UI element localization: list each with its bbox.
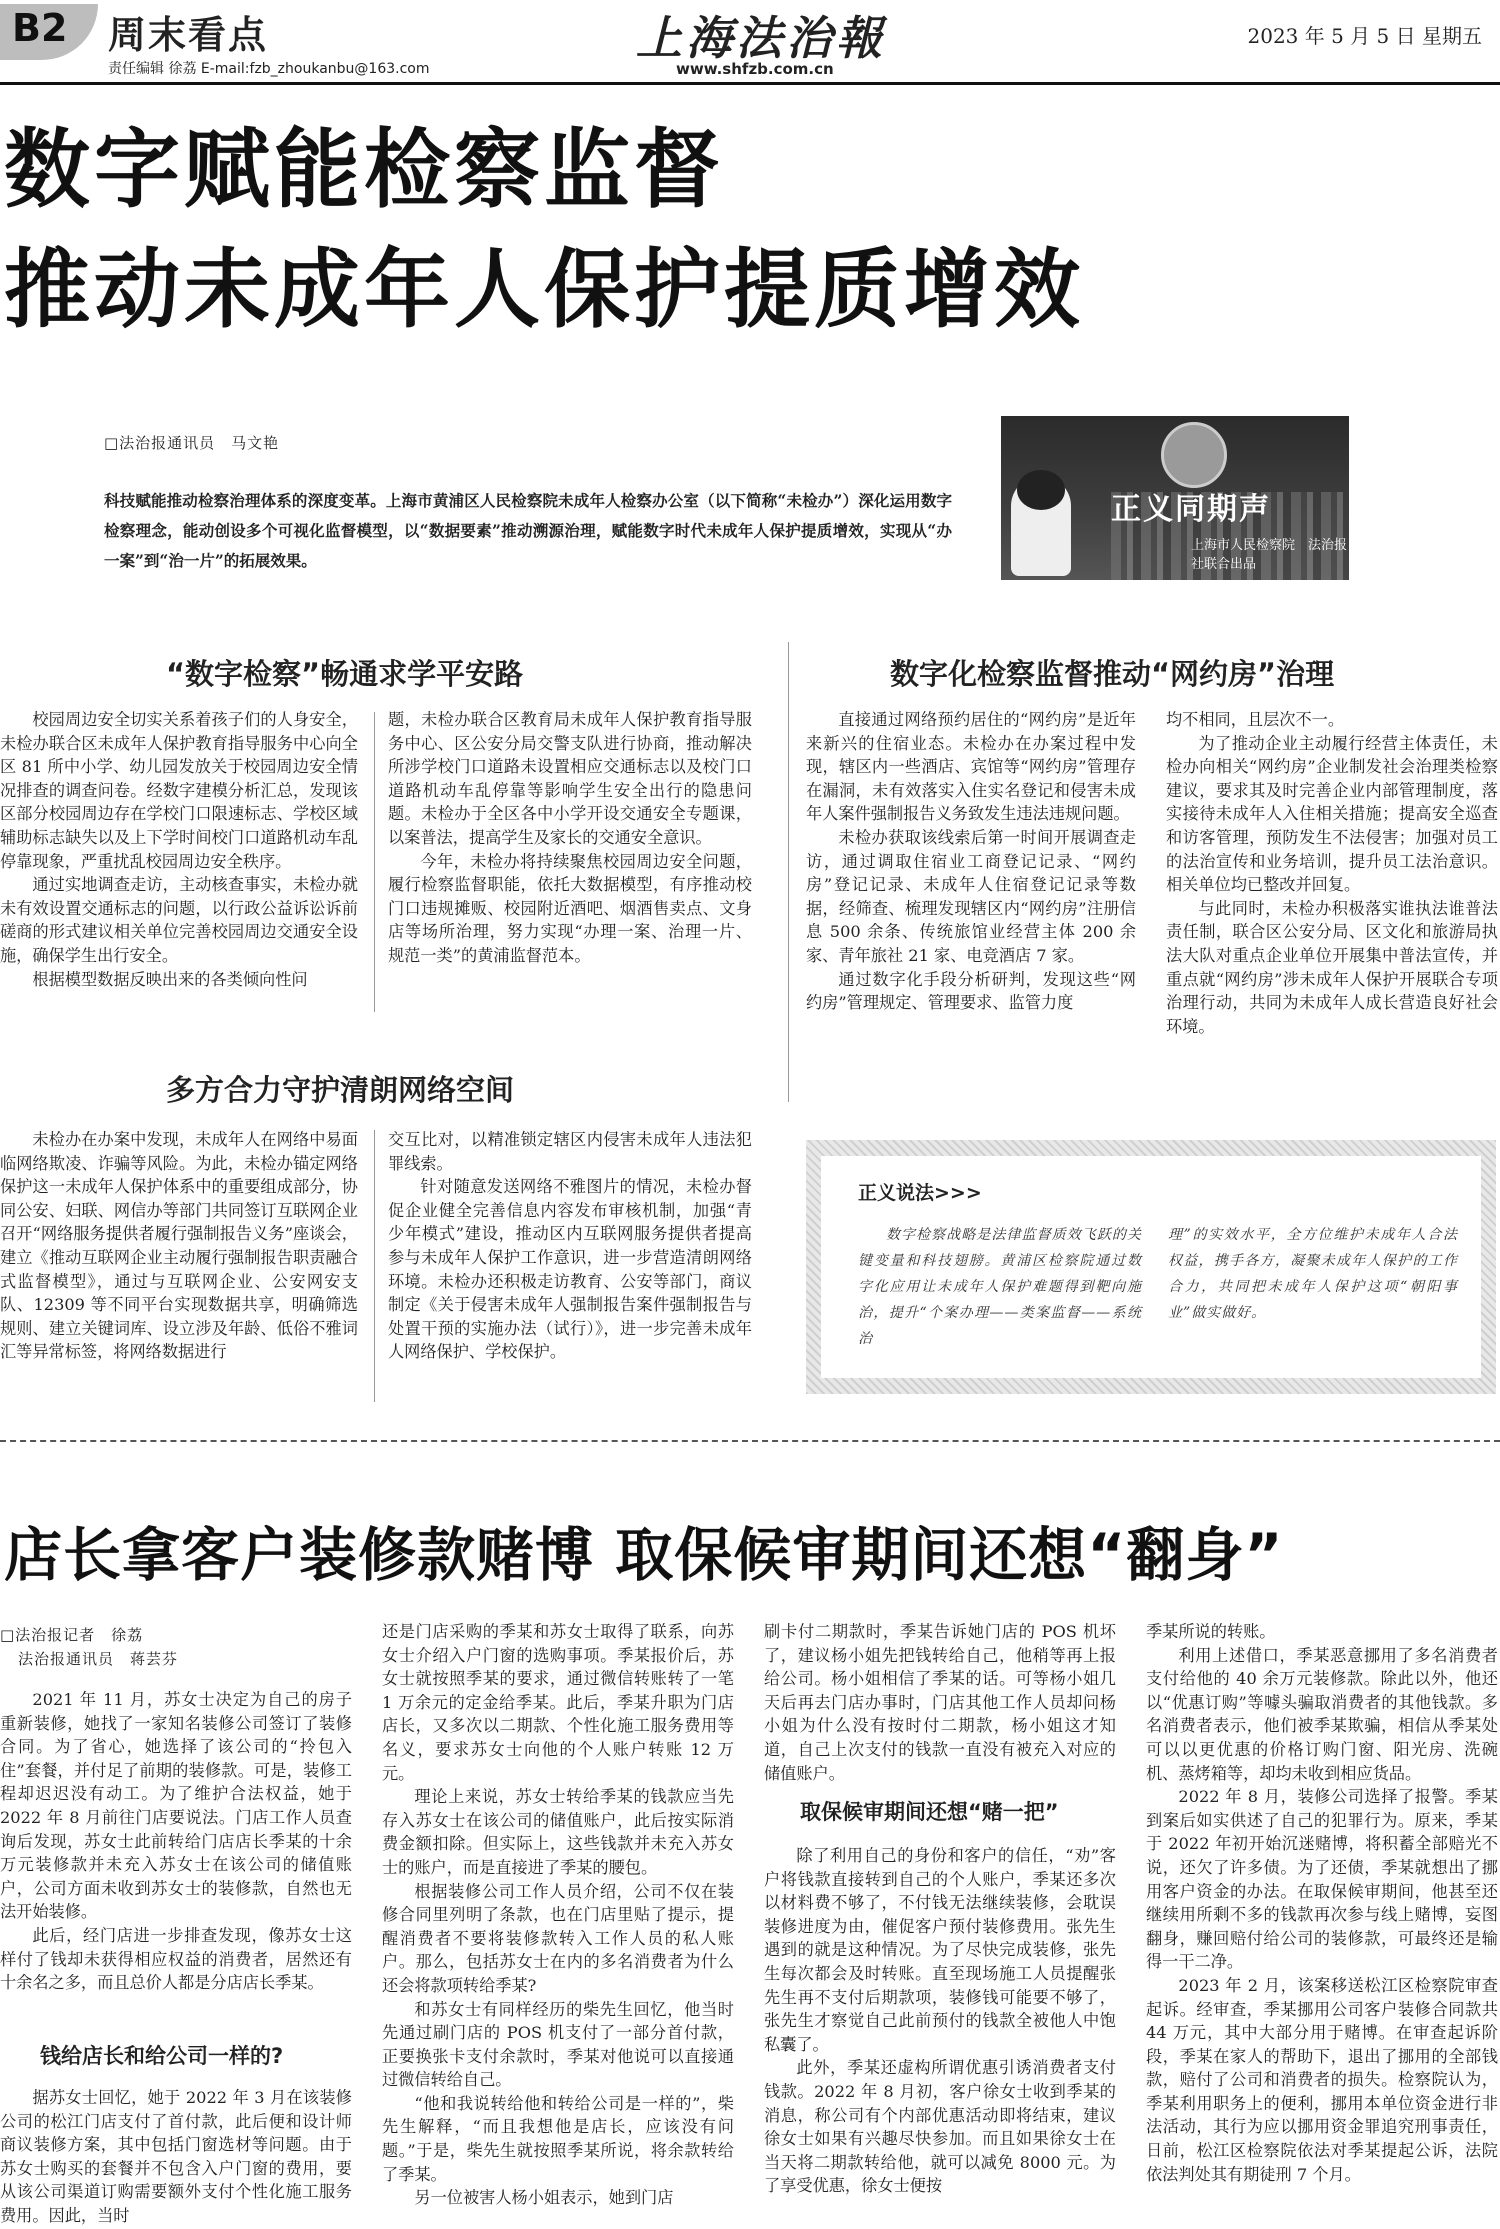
column-divider xyxy=(788,642,789,1102)
website-link[interactable]: www.shfzb.com.cn xyxy=(676,60,834,78)
commentary-col1: 数字检察战略是法律监督质效飞跃的关键变量和科技翅膀。黄浦区检察院通过数字化应用让未成年人保护难题得到靶向施治，提升“个案办理——类案监督——系统治 xyxy=(858,1227,1142,1347)
paragraph: 利用上述借口，季某恶意挪用了多名消费者支付给他的 40 余万元装修款。除此以外，他还以“优惠订购”等噱头骗取消费者的其他钱款。多名消费者表示，他们被季某欺骗，相信从季某处可以以更优惠的价格订购门窗、阳光房、洗碗机、蒸烤箱等，却均未收到相应货品。 xyxy=(1146,1645,1498,1783)
paragraph: “他和我说转给他和转给公司是一样的”，柴先生解释，“而且我想他是店长，应该没有问题。”于是，柴先生就按照季某所说，将余款转给了季某。 xyxy=(382,2093,734,2184)
paragraph: 2023 年 2 月，该案移送松江区检察院审查起诉。经审查，季某挪用公司客户装修合同款共 44 万元，其中大部分用于赌博。在审查起诉阶段，季某在家人的帮助下，退出了挪用的全部钱款，赔付了公司和消费者的损失。检察院认为，季某利用职务上的便利，挪用本单位资金进行非法活动，其行为应以挪用资金罪追究刑事责任，日前，松江区检察院依法对季某提起公诉，法院依法判处其有期徒刑 7 个月。 xyxy=(1146,1975,1498,2184)
article1-byline: □法治报通讯员 马文艳 xyxy=(104,434,280,452)
paragraph: 此外，季某还虚构所谓优惠引诱消费者支付钱款。2022 年 8 月初，客户徐女士收到季某的消息，称公司有个内部优惠活动即将结束，建议徐女士如果有兴趣尽快参加。而且如果徐女士在当天将二期款转给他，就可以减免 8000 元。为了享受优惠，徐女士便按 xyxy=(764,2058,1116,2196)
masthead-rule xyxy=(0,82,1500,85)
article-separator xyxy=(0,1440,1500,1442)
section2-col2 xyxy=(1166,708,1498,1038)
cartoon-figure-icon xyxy=(1011,476,1071,576)
paragraph: 通过实地调查走访，主动核查事实，未检办就未有效设置交通标志的问题，以行政公益诉讼诉前磋商的形式建议相关单位完善校园周边交通安全设施，确保学生出行安全。 xyxy=(0,875,358,965)
paragraph: 针对随意发送网络不雅图片的情况，未检办督促企业健全完善信息内容发布审核机制，加强“青少年模式”建设，推动区内互联网服务提供者提高参与未成年人保护工作意识，进一步营造清朗网络环境。未检办还积极走访教育、公安等部门，商议制定《关于侵害未成年人强制报告案件强制报告与处置干预的实施办法（试行）》，进一步完善未成年人网络保护、学校保护。 xyxy=(388,1177,752,1362)
paragraph: 为了推动企业主动履行经营主体责任，未检办向相关“网约房”企业制发社会治理类检察建议，要求其及时完善企业内部管理制度，落实接待未成年人入住相关措施；提高安全巡查和访客管理，预防发生不法侵害；加强对员工的法治宣传和业务培训，提升员工法治意识。相关单位均已整改并回复。 xyxy=(1166,733,1498,895)
paragraph: 均不相同，且层次不一。 xyxy=(1166,710,1345,729)
article1-lead: 科技赋能推动检察治理体系的深度变革。上海市黄浦区人民检察院未成年人检察办公室（以下简称“未检办”）深化运用数字检察理念，能动创设多个可视化监督模型，以“数据要素”推动溯源治理，赋能数字时代未成年人保护提质增效，实现从“办一案”到“治一片”的拓展效果。 xyxy=(104,491,952,570)
paragraph: 据苏女士回忆，她于 2022 年 3 月在该装修公司的松江门店支付了首付款，此后便和设计师商议装修方案，其中包括门窗选材等问题。由于苏女士购买的套餐并不包含入户门窗的费用，要从该公司渠道订购需要额外支付个性化施工服务费用。因此，当时 xyxy=(0,2088,352,2225)
article1-headline-line2: 推动未成年人保护提质增效 xyxy=(4,240,1084,340)
paragraph: 此后，经门店进一步排查发现，像苏女士这样付了钱却未获得相应权益的消费者，居然还有十余名之多，而且总价人都是分店店长季某。 xyxy=(0,1925,352,1993)
newspaper-logo: 上海法治報 xyxy=(636,11,886,65)
article2-col3-subtitle: 取保候审期间还想“赌一把” xyxy=(800,1800,1059,1824)
paragraph: 交互比对，以精准锁定辖区内侵害未成年人违法犯罪线索。 xyxy=(388,1130,752,1173)
section3-col1 xyxy=(0,1128,358,1364)
paragraph: 今年，未检办将持续聚焦校园周边安全问题，履行检察监督职能，依托大数据模型，有序推动校门口违规摊贩、校园附近酒吧、烟酒售卖点、文身店等场所治理，努力实现“办理一案、治理一片、规范一类”的黄浦监督范本。 xyxy=(388,851,752,965)
section3-col2 xyxy=(388,1128,752,1364)
editor-info: 责任编辑 徐荔 E-mail:fzb_zhoukanbu@163.com xyxy=(108,61,430,77)
image-title: 正义同期声 xyxy=(1111,492,1271,527)
commentary-col2: 理”的实效水平，全方位维护未成年人合法权益，携手各方，凝聚未成年人保护的工作合力，共同把未成年人保护这项“朝阳事业”做实做好。 xyxy=(1168,1227,1458,1321)
paragraph: 与此同时，未检办积极落实谁执法谁普法责任制，联合区公安分局、区文化和旅游局执法大队对重点企业单位开展集中普法宣传，并重点就“网约房”涉未成年人保护开展联合专项治理行动，共同为未成年人成长营造良好社会环境。 xyxy=(1166,898,1498,1036)
section3-title: 多方合力守护清朗网络空间 xyxy=(166,1073,515,1107)
section1-col2 xyxy=(388,708,752,968)
article2-col1-subtitle: 钱给店长和给公司一样的? xyxy=(40,2044,284,2068)
paragraph: 季某所说的转账。 xyxy=(1146,1622,1276,1641)
paragraph: 未检办获取该线索后第一时间开展调查走访，通过调取住宿业工商登记记录、“网约房”登记记录、未成年人住宿登记记录等数据，经筛查、梳理发现辖区内“网约房”注册信息 500 余条、传统旅馆业经营主体 200 余家、青年旅社 21 家、电竞酒店 7 家。 xyxy=(806,827,1136,965)
article2-byline-reporter: □法治报记者 徐荔 xyxy=(0,1626,144,1644)
paragraph: 根据装修公司工作人员介绍，公司不仅在装修合同里列明了条款，也在门店里贴了提示，提醒消费者不要将装修款转入工作人员的私人账户。那么，包括苏女士在内的多名消费者为什么还会将款项转给季某? xyxy=(382,1881,734,1995)
issue-date: 2023 年 5 月 5 日 星期五 xyxy=(1247,24,1482,48)
image-caption: 上海市人民检察院 法治报社联合出品 xyxy=(1191,538,1348,572)
paragraph: 刷卡付二期款时，季某告诉她门店的 POS 机坏了，建议杨小姐先把钱转给自己，他稍等再上报给公司。杨小姐相信了季某的话。可等杨小姐几天后再去门店办事时，门店其他工作人员却问杨小姐为什么没有按时付二期款，杨小姐这才知道，自己上次支付的钱款一直没有被充入对应的储值账户。 xyxy=(764,1622,1116,1783)
paragraph: 2021 年 11 月，苏女士决定为自己的房子重新装修，她找了一家知名装修公司签订了装修合同。为了省心，她选择了该公司的“拎包入住”套餐，并付足了前期的装修款。可是，装修工程却迟迟没有动工。为了维护合法权益，她于 2022 年 8 月前往门店要说法。门店工作人员查询后发现，苏女士此前转给门店店长季某的十余万元装修款并未充入苏女士在该公司的储值账户，公司方面未收到苏女士的装修款，自然也无法开始装修。 xyxy=(0,1690,352,1922)
section-name: 周末看点 xyxy=(108,13,269,57)
section1-col1 xyxy=(0,708,358,991)
procuratorate-emblem-icon xyxy=(1161,422,1227,488)
paragraph: 另一位被害人杨小姐表示，她到门店 xyxy=(414,2188,674,2208)
article2-col1-after xyxy=(0,2086,352,2228)
paragraph: 还是门店采购的季某和苏女士取得了联系，向苏女士介绍入户门窗的选购事项。季某报价后，苏女士就按照季某的要求，通过微信转账转了一笔 1 万余元的定金给季某。此后，季某升职为门店店长，又多次以二期款、个性化施工服务费用等名义，要求苏女士向他的个人账户转账 12 万元。 xyxy=(382,1622,734,1783)
section2-col1 xyxy=(806,708,1136,1015)
article2-col2 xyxy=(382,1620,734,2210)
paragraph: 未检办在办案中发现，未成年人在网络中易面临网络欺凌、诈骗等风险。为此，未检办锚定网络保护这一未成年人保护体系中的重要组成部分，协同公安、妇联、网信办等部门共同签订互联网企业召开“网络服务提供者履行强制报告义务”座谈会，建立《推动互联网企业主动履行强制报告职责融合式监督模型》，通过与互联网企业、公安网安支队、12309 等不同平台实现数据共享，明确筛选规则、建立关键词库、设立涉及年龄、低俗不雅词汇等异常标签，将网络数据进行 xyxy=(0,1130,358,1362)
section2-title: 数字化检察监督推动“网约房”治理 xyxy=(890,657,1335,691)
section1-title: “数字检察”畅通求学平安路 xyxy=(166,657,524,691)
paragraph: 校园周边安全切实关系着孩子们的人身安全，未检办联合区未成年人保护教育指导服务中心向全区 81 所中小学、幼儿园发放关于校园周边安全情况排查的调查问卷。经数字建模分析汇总，发现该区部分校园周边存在学校门口限速标志、学校区域辅助标志缺失以及上下学时间校门口道路机动车乱停靠现象，严重扰乱校园周边安全秩序。 xyxy=(0,710,358,871)
article2-col1 xyxy=(0,1688,352,1995)
paragraph: 通过数字化手段分析研判，发现这些“网约房”管理规定、管理要求、监管力度 xyxy=(806,969,1136,1013)
article2-col4 xyxy=(1146,1620,1498,2186)
paragraph: 直接通过网络预约居住的“网约房”是近年来新兴的住宿业态。未检办在办案过程中发现，辖区内一些酒店、宾馆等“网约房”管理存在漏洞，未有效落实入住实名登记和侵害未成年人案件强制报告义务致发生违法违规问题。 xyxy=(806,710,1136,824)
paragraph: 除了利用自己的身份和客户的信任，“劝”客户将钱款直接转到自己的个人账户，季某还多次以材料费不够了，不付钱无法继续装修，会耽误装修进度为由，催促客户预付装修费用。张先生遇到的就是这种情况。为了尽快完成装修，张先生每次都会及时转账。直至现场施工人员提醒张先生再不支付后期款项，装修钱可能要不够了，张先生才察觉自己此前预付的钱款全被他人中饱私囊了。 xyxy=(764,1846,1116,2054)
commentary-title: 正义说法>>> xyxy=(858,1182,982,1204)
page-number-badge: B2 xyxy=(12,6,68,50)
column-divider xyxy=(374,712,375,1012)
article2-headline: 店长拿客户装修款赌博 取保候审期间还想“翻身” xyxy=(4,1521,1284,1589)
column-divider xyxy=(374,1130,375,1402)
paragraph: 根据模型数据反映出来的各类倾向性问 xyxy=(32,969,308,989)
paragraph: 2022 年 8 月，装修公司选择了报警。季某到案后如实供述了自己的犯罪行为。原来，季某于 2022 年初开始沉迷赌博，将积蓄全部赔光不说，还欠了许多债。为了还债，季某就想出了挪用客户资金的办法。在取保候审期间，他甚至还继续用所剩不多的钱款再次参与线上赌博，妄图翻身，赚回赔付给公司的装修款，可最终还是输得一干二净。 xyxy=(1146,1787,1498,1972)
paragraph: 理论上来说，苏女士转给季某的钱款应当先存入苏女士在该公司的储值账户，此后按实际消费金额扣除。但实际上，这些钱款并未充入苏女士的账户，而是直接进了季某的腰包。 xyxy=(382,1787,734,1877)
article2-byline-correspondent: 法治报通讯员 蒋芸芬 xyxy=(18,1650,179,1668)
paragraph: 和苏女士有同样经历的柴先生回忆，他当时先通过刷门店的 POS 机支付了一部分首付款，正要换张卡支付余款时，季某对他说可以直接通过微信转给自己。 xyxy=(382,1999,734,2090)
paragraph: 题，未检办联合区教育局未成年人保护教育指导服务中心、区公安分局交警支队进行协商，推动解决所涉学校门口道路未设置相应交通标志以及校门口道路机动车乱停靠等影响学生安全出行的隐患问题。未检办于全区各中小学开设交通安全专题课，以案普法，提高学生及家长的交通安全意识。 xyxy=(388,710,752,847)
justice-voice-image xyxy=(1001,416,1349,580)
article2-col3-after xyxy=(764,1844,1116,2198)
article2-col3 xyxy=(764,1620,1116,1785)
article1-headline-line1: 数字赋能检察监督 xyxy=(4,120,724,220)
